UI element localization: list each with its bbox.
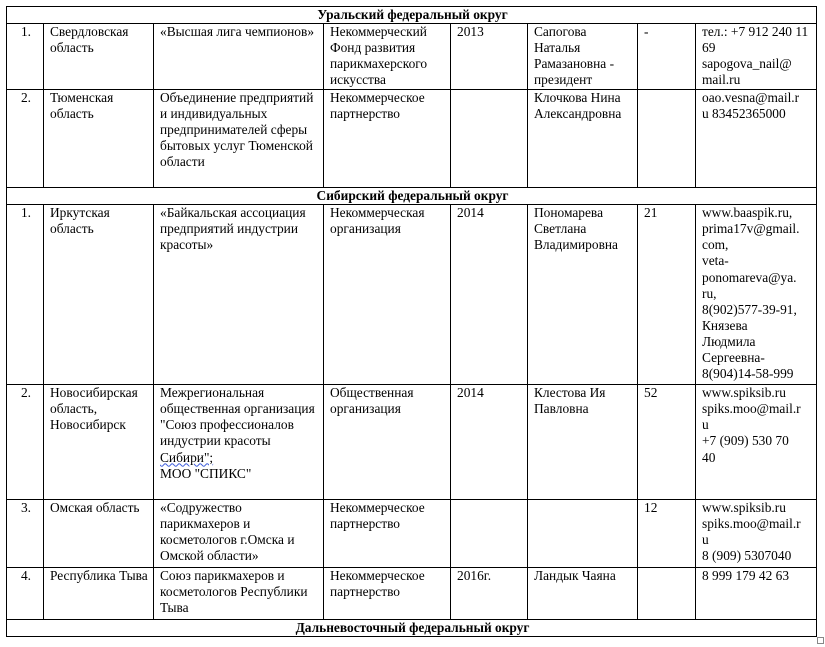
contacts-cell: www.baaspik.ru, prima17v@gmail. com, veta- ponomareva@ya. ru, 8(902)577-39-91, Князева Людмила Сергеевна- 8(904)14-58-999 bbox=[696, 205, 817, 385]
table-row bbox=[7, 500, 817, 568]
legal-form-cell: Некоммерческое партнерство bbox=[324, 90, 451, 188]
organization-abbreviation: МОО "СПИКС" bbox=[160, 465, 252, 481]
table-row bbox=[7, 205, 817, 385]
table-row bbox=[7, 568, 817, 620]
row-number: 1. bbox=[7, 205, 44, 385]
contacts-cell: www.spiksib.ru spiks.moo@mail.r u +7 (909) 530 70 40 bbox=[696, 385, 817, 500]
region-cell: Новосибирская область, Новосибирск bbox=[44, 385, 154, 500]
year-cell: 2016г. bbox=[451, 568, 528, 620]
legal-form-cell: Некоммерческое партнерство bbox=[324, 568, 451, 620]
row-number: 1. bbox=[7, 24, 44, 90]
region-cell: Тюменская область bbox=[44, 90, 154, 188]
members-cell: 21 bbox=[638, 205, 696, 385]
head-cell: Пономарева Светлана Владимировна bbox=[528, 205, 638, 385]
region-title-ural: Уральский федеральный округ bbox=[7, 7, 817, 24]
year-cell: 2013 bbox=[451, 24, 528, 90]
region-header-ural bbox=[7, 7, 817, 24]
row-number: 3. bbox=[7, 500, 44, 568]
region-header-far-east bbox=[7, 620, 817, 637]
region-cell: Иркутская область bbox=[44, 205, 154, 385]
year-cell: 2014 bbox=[451, 385, 528, 500]
contacts-cell: www.spiksib.ru spiks.moo@mail.r u 8 (909) 5307040 bbox=[696, 500, 817, 568]
organization-name-cell: Союз парикмахеров и косметологов Республики Тыва bbox=[154, 568, 324, 620]
region-cell: Омская область bbox=[44, 500, 154, 568]
year-cell bbox=[451, 500, 528, 568]
legal-form-cell: Общественная организация bbox=[324, 385, 451, 500]
year-cell bbox=[451, 90, 528, 188]
head-cell: Клочкова Нина Александровна bbox=[528, 90, 638, 188]
organization-name-text: Межрегиональная общественная организация "Союз профессионалов индустрии красоты bbox=[160, 385, 315, 449]
spellcheck-underlined-text: Сибири"; bbox=[160, 449, 214, 465]
members-cell bbox=[638, 568, 696, 620]
legal-form-cell: Некоммерческая организация bbox=[324, 205, 451, 385]
table-row bbox=[7, 90, 817, 188]
region-cell: Свердловская область bbox=[44, 24, 154, 90]
contacts-cell: 8 999 179 42 63 bbox=[696, 568, 817, 620]
members-cell: 12 bbox=[638, 500, 696, 568]
organization-name-cell: «Байкальская ассоциация предприятий индустрии красоты» bbox=[154, 205, 324, 385]
row-number: 2. bbox=[7, 385, 44, 500]
paragraph-marker bbox=[817, 637, 824, 644]
contacts-cell: тел.: +7 912 240 11 69 sapogova_nail@ mail.ru bbox=[696, 24, 817, 90]
head-cell bbox=[528, 500, 638, 568]
legal-form-cell: Некоммерческий Фонд развития парикмахерского искусства bbox=[324, 24, 451, 90]
row-number: 4. bbox=[7, 568, 44, 620]
head-cell: Клестова Ия Павловна bbox=[528, 385, 638, 500]
organizations-table bbox=[6, 6, 817, 637]
organization-name-cell: Объединение предприятий и индивидуальных предпринимателей сферы бытовых услуг Тюменской области bbox=[154, 90, 324, 188]
organization-name-cell: «Содружество парикмахеров и косметологов г.Омска и Омской области» bbox=[154, 500, 324, 568]
table-row bbox=[7, 24, 817, 90]
members-cell bbox=[638, 90, 696, 188]
row-number: 2. bbox=[7, 90, 44, 188]
region-title-far-east: Дальневосточный федеральный округ bbox=[7, 620, 817, 637]
legal-form-cell: Некоммерческое партнерство bbox=[324, 500, 451, 568]
year-cell: 2014 bbox=[451, 205, 528, 385]
contacts-cell: oao.vesna@mail.r u 83452365000 bbox=[696, 90, 817, 188]
organization-name-cell: «Высшая лига чемпионов» bbox=[154, 24, 324, 90]
table-row bbox=[7, 385, 817, 500]
organization-name-cell bbox=[154, 385, 324, 500]
region-header-siberia bbox=[7, 188, 817, 205]
head-cell: Ландык Чаяна bbox=[528, 568, 638, 620]
region-title-siberia: Сибирский федеральный округ bbox=[7, 188, 817, 205]
members-cell: - bbox=[638, 24, 696, 90]
members-cell: 52 bbox=[638, 385, 696, 500]
region-cell: Республика Тыва bbox=[44, 568, 154, 620]
head-cell: Сапогова Наталья Рамазановна - президент bbox=[528, 24, 638, 90]
